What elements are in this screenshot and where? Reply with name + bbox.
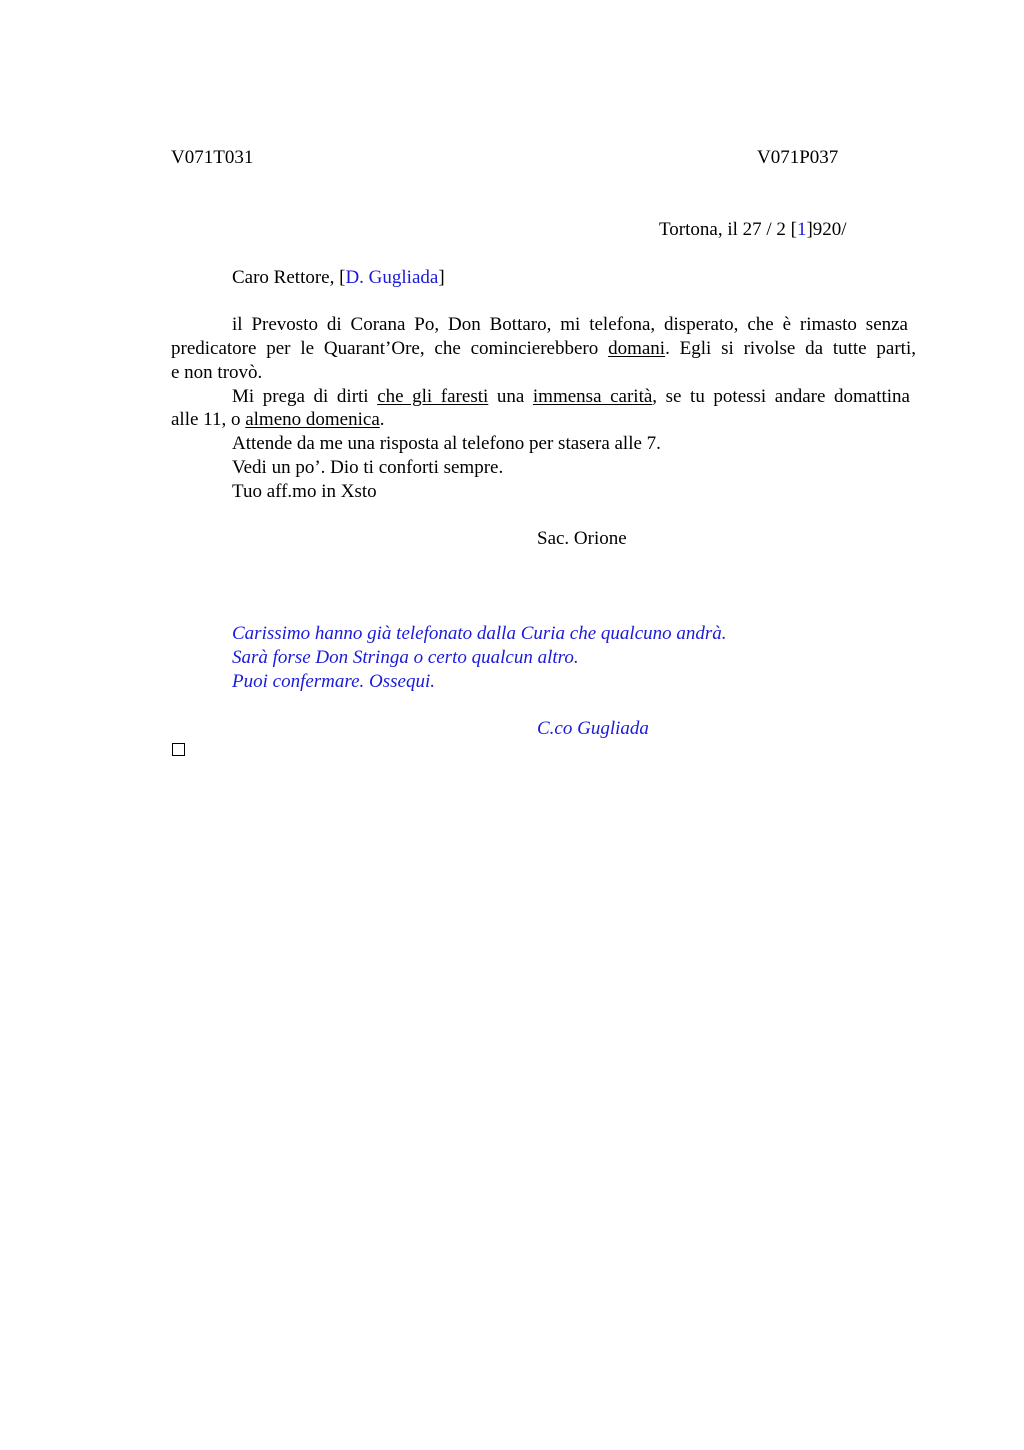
body-p2-line1-b: una — [488, 386, 533, 407]
salutation — [232, 266, 445, 290]
body-p4: Vedi un po’. Dio ti conforti sempre. — [232, 457, 504, 478]
body-p2-line2-b: . — [379, 409, 385, 430]
body-p1-line2-b: . Egli si rivolse da tutte parti, — [665, 338, 916, 359]
recipient-name: D. Gugliada — [345, 267, 439, 288]
salutation-suffix: ] — [438, 267, 445, 288]
reference-code-left: V071T031 — [171, 147, 254, 168]
body-p2-line1 — [232, 385, 910, 409]
date-line — [659, 218, 847, 242]
body-p2-line2-a: alle 11, o — [171, 409, 246, 430]
underlined-che-gli-faresti: che gli faresti — [377, 386, 489, 407]
signature: Sac. Orione — [537, 528, 627, 549]
date-prefix: Tortona, il 27 / 2 [ — [659, 219, 797, 240]
body-p1-line2 — [171, 337, 916, 361]
body-p3: Attende da me una risposta al telefono per stasera alle 7. — [232, 433, 661, 454]
reference-code-right: V071P037 — [757, 147, 839, 168]
reply-line2: Sarà forse Don Stringa o certo qualcun altro. — [232, 647, 579, 668]
date-suffix: ]920/ — [806, 219, 847, 240]
underlined-domani: domani — [608, 338, 666, 359]
reply-line3: Puoi confermare. Ossequi. — [232, 671, 435, 692]
body-p2-line1-a: Mi prega di dirti — [232, 386, 378, 407]
square-outline-icon — [172, 743, 185, 756]
body-p1-line2-a: predicatore per le Quarant’Ore, che comincierebbero — [171, 338, 609, 359]
body-p1-line1: il Prevosto di Corana Po, Don Bottaro, mi telefona, disperato, che è rimasto senza — [232, 314, 908, 335]
body-p2-line2 — [171, 408, 385, 432]
body-p1-line3: e non trovò. — [171, 362, 263, 383]
body-p2-line1-c: , se tu potessi andare domattina — [652, 386, 910, 407]
underlined-immensa-carita: immensa carità — [532, 386, 653, 407]
date-editorial-digit: 1 — [796, 219, 807, 240]
underlined-almeno-domenica: almeno domenica — [245, 409, 380, 430]
salutation-prefix: Caro Rettore, [ — [232, 267, 346, 288]
reply-signature: C.co Gugliada — [537, 718, 649, 739]
closing-formula: Tuo aff.mo in Xsto — [232, 481, 377, 502]
reply-line1: Carissimo hanno già telefonato dalla Curia che qualcuno andrà. — [232, 623, 727, 644]
